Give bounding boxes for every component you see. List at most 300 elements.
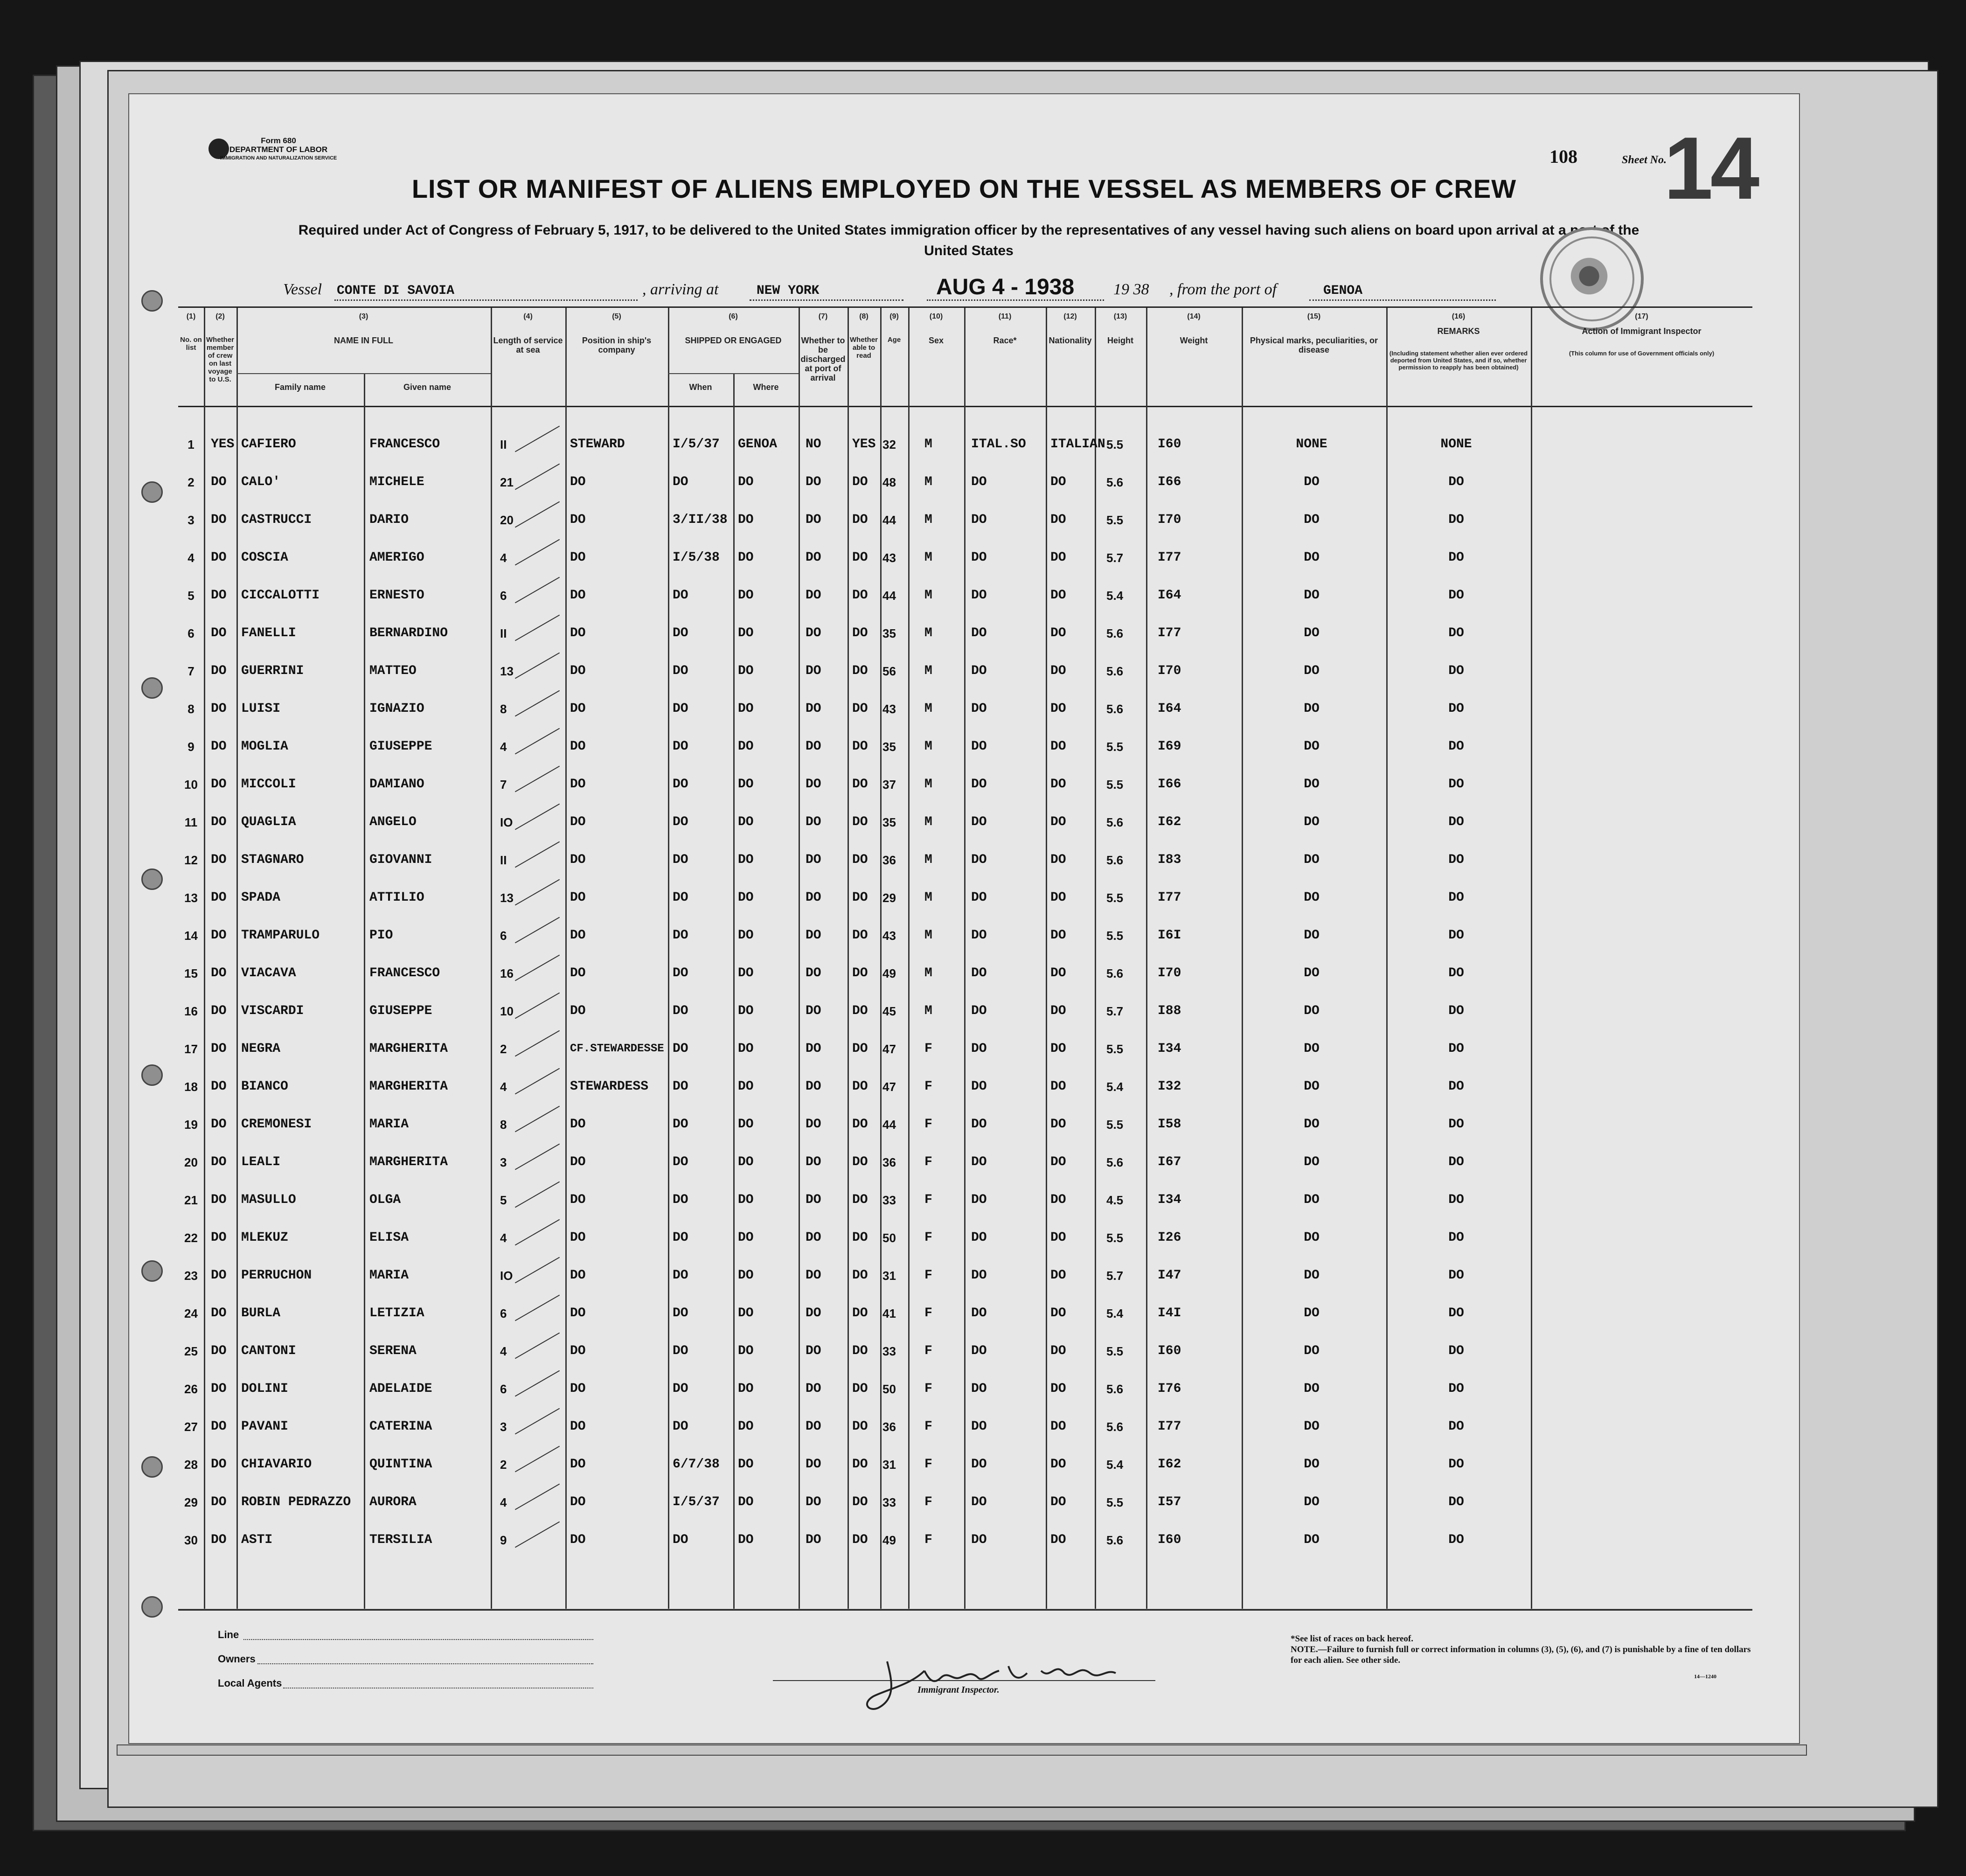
binder-hole [141,1260,163,1282]
physical-marks-cell: DO [1304,928,1320,943]
sex-cell: F [924,1306,932,1320]
can-read-cell: DO [852,1457,868,1472]
height-cell: 5.6 [1106,1155,1124,1169]
family-name-cell: ROBIN PEDRAZZO [241,1495,351,1509]
position-cell: DO [570,966,586,980]
nationality-cell: DO [1050,928,1066,943]
from-label: , from the port of [1169,281,1277,298]
previous-voyage-cell: DO [211,739,227,754]
discharge-cell: DO [806,890,821,905]
height-cell: 5.7 [1106,551,1124,565]
shipped-where-cell: DO [738,777,754,792]
race-cell: DO [971,815,987,829]
sex-cell: M [924,513,932,527]
shipped-when-cell: DO [673,1344,688,1358]
race-cell: DO [971,1193,987,1207]
can-read-cell: DO [852,1079,868,1094]
physical-marks-cell: DO [1304,853,1320,867]
physical-marks-cell: DO [1304,1004,1320,1018]
race-cell: DO [971,777,987,792]
age-cell: 43 [882,702,896,716]
column-header: Length of service at sea [493,336,563,354]
department-name: DEPARTMENT OF LABOR [229,145,328,154]
age-cell: 48 [882,475,896,489]
shipped-when-cell: DO [673,1004,688,1018]
sex-cell: M [924,777,932,792]
column-header: Sex [928,336,944,345]
page-number: 108 [1549,146,1577,167]
height-cell: 5.4 [1106,1306,1124,1320]
column-header: Action of Immigrant Inspector [1582,327,1702,336]
discharge-cell: DO [806,475,821,489]
race-cell: DO [971,966,987,980]
physical-marks-cell: DO [1304,588,1320,603]
row-number: 30 [184,1533,198,1547]
row-number: 12 [184,853,198,867]
column-number: (7) [818,313,828,320]
height-cell: 5.5 [1106,778,1124,792]
race-cell: DO [971,1344,987,1358]
row-number: 7 [188,664,195,678]
age-cell: 44 [882,589,896,603]
remarks-cell: DO [1448,588,1464,603]
can-read-cell: DO [852,1419,868,1434]
shipped-where-cell: DO [738,1230,754,1245]
age-cell: 29 [882,891,896,905]
row-number: 26 [184,1382,198,1396]
footnote [1291,1633,1757,1666]
can-read-cell: DO [852,475,868,489]
nationality-cell: DO [1050,1419,1066,1434]
shipped-when-cell: DO [673,588,688,603]
weight-cell: I6I [1158,928,1181,943]
physical-marks-cell: DO [1304,475,1320,489]
position-cell: DO [570,664,586,678]
discharge-cell: DO [806,966,821,980]
sex-cell: F [924,1419,932,1434]
height-cell: 5.6 [1106,1420,1124,1434]
shipped-when-cell: DO [673,664,688,678]
physical-marks-cell: NONE [1296,437,1327,452]
family-name-cell: CALO' [241,475,281,489]
weight-cell: I77 [1158,1419,1181,1434]
weight-cell: I77 [1158,890,1181,905]
given-name-cell: OLGA [369,1193,401,1207]
row-number: 19 [184,1118,198,1132]
column-header: NAME IN FULL [334,336,393,345]
discharge-cell: DO [806,664,821,678]
discharge-cell: DO [806,1457,821,1472]
column-header: Whether to be discharged at port of arrival [800,336,846,382]
family-name-cell: CASTRUCCI [241,513,312,527]
race-cell: DO [971,513,987,527]
owners-label: Owners [218,1653,256,1665]
shipped-where-cell: DO [738,513,754,527]
nationality-cell: DO [1050,1230,1066,1245]
service-length-cell: 20 [500,513,514,527]
previous-voyage-cell: DO [211,777,227,792]
shipped-where-cell: DO [738,853,754,867]
height-cell: 5.5 [1106,513,1124,527]
row-number: 3 [188,513,195,527]
age-cell: 36 [882,1155,896,1169]
column-header: SHIPPED OR ENGAGED [685,336,782,345]
shipped-where-cell: DO [738,550,754,565]
nationality-cell: DO [1050,1457,1066,1472]
family-name-cell: LUISI [241,702,281,716]
service-length-cell: 3 [500,1420,507,1434]
can-read-cell: DO [852,588,868,603]
physical-marks-cell: DO [1304,777,1320,792]
shipped-where-cell: DO [738,928,754,943]
remarks-cell: DO [1448,626,1464,640]
age-cell: 35 [882,740,896,754]
height-cell: 5.4 [1106,589,1124,603]
physical-marks-cell: DO [1304,890,1320,905]
previous-voyage-cell: DO [211,928,227,943]
physical-marks-cell: DO [1304,1382,1320,1396]
given-name-cell: ERNESTO [369,588,424,603]
vessel-label: Vessel [283,281,322,298]
column-header: REMARKS [1437,327,1480,336]
remarks-cell: DO [1448,1495,1464,1509]
weight-cell: I34 [1158,1193,1181,1207]
given-name-cell: QUINTINA [369,1457,432,1472]
shipped-when-cell: DO [673,890,688,905]
height-cell: 5.6 [1106,853,1124,867]
shipped-when-cell: DO [673,1079,688,1094]
race-cell: DO [971,550,987,565]
discharge-cell: DO [806,626,821,640]
service-length-cell: 8 [500,1118,507,1132]
discharge-cell: DO [806,1117,821,1132]
can-read-cell: DO [852,890,868,905]
nationality-cell: DO [1050,777,1066,792]
given-name-cell: AMERIGO [369,550,424,565]
shipped-where-cell: DO [738,664,754,678]
shipped-when-cell: 3/II/38 [673,513,728,527]
line-label: Line [218,1629,239,1640]
age-cell: 33 [882,1495,896,1509]
previous-voyage-cell: DO [211,890,227,905]
service-name: IMMIGRATION AND NATURALIZATION SERVICE [220,155,337,161]
family-name-cell: CICCALOTTI [241,588,320,603]
position-cell: DO [570,702,586,716]
position-cell: DO [570,1344,586,1358]
service-length-cell: II [500,626,507,640]
form-identifier [204,136,353,163]
column-number: (15) [1307,313,1321,320]
discharge-cell: DO [806,1079,821,1094]
previous-voyage-cell: DO [211,702,227,716]
remarks-cell: DO [1448,1344,1464,1358]
height-cell: 5.5 [1106,1344,1124,1358]
position-cell: DO [570,1117,586,1132]
given-name-cell: LETIZIA [369,1306,424,1320]
column-number: (2) [215,313,225,320]
age-cell: 43 [882,551,896,565]
discharge-cell: DO [806,588,821,603]
sex-cell: M [924,853,932,867]
previous-voyage-cell: DO [211,664,227,678]
binder-hole [141,869,163,890]
given-name-cell: PIO [369,928,393,943]
given-name-cell: GIUSEPPE [369,739,432,754]
given-name-cell: FRANCESCO [369,437,440,452]
sex-cell: M [924,588,932,603]
shipped-where-cell: DO [738,1079,754,1094]
given-name-cell: TERSILIA [369,1533,432,1547]
height-cell: 5.7 [1106,1004,1124,1018]
column-number: (17) [1635,313,1648,320]
column-number: (8) [859,313,868,320]
family-name-cell: DOLINI [241,1382,288,1396]
given-name-cell: GIOVANNI [369,853,432,867]
column-number: (5) [612,313,621,320]
family-name-cell: MOGLIA [241,739,288,754]
penalty-note: NOTE.—Failure to furnish full or correct information in columns (3), (5), (6), and (7) is punishable by a fine of ten dollars for each alien. See other side. [1291,1645,1751,1665]
position-cell: DO [570,588,586,603]
can-read-cell: DO [852,1344,868,1358]
race-cell: DO [971,1306,987,1320]
race-cell: DO [971,1230,987,1245]
can-read-cell: DO [852,777,868,792]
service-length-cell: 7 [500,778,507,792]
previous-voyage-cell: DO [211,815,227,829]
remarks-cell: DO [1448,815,1464,829]
weight-cell: I88 [1158,1004,1181,1018]
remarks-cell: DO [1448,1042,1464,1056]
given-name-cell: MARGHERITA [369,1079,448,1094]
shipped-when-cell: 6/7/38 [673,1457,720,1472]
position-cell: DO [570,1495,586,1509]
age-cell: 35 [882,815,896,829]
nationality-cell: DO [1050,475,1066,489]
shipped-where-cell: DO [738,475,754,489]
weight-cell: I64 [1158,588,1181,603]
family-name-cell: COSCIA [241,550,288,565]
remarks-cell: DO [1448,475,1464,489]
local-agents-label: Local Agents [218,1677,282,1689]
shipped-when-cell: DO [673,777,688,792]
age-cell: 41 [882,1306,896,1320]
physical-marks-cell: DO [1304,513,1320,527]
shipped-when-cell: DO [673,853,688,867]
weight-cell: I62 [1158,815,1181,829]
column-header: No. on list [180,336,202,352]
shipped-where-cell: DO [738,1117,754,1132]
nationality-cell: DO [1050,1344,1066,1358]
family-name-cell: MLEKUZ [241,1230,288,1245]
nationality-cell: DO [1050,664,1066,678]
sex-cell: F [924,1155,932,1169]
shipped-when-cell: DO [673,815,688,829]
family-name-cell: CREMONESI [241,1117,312,1132]
row-number: 10 [184,778,198,792]
shipped-when-cell: DO [673,1382,688,1396]
position-cell: STEWARDESS [570,1079,649,1094]
height-cell: 5.6 [1106,1382,1124,1396]
sex-cell: M [924,966,932,980]
family-name-cell: NEGRA [241,1042,281,1056]
height-cell: 5.6 [1106,815,1124,829]
previous-voyage-cell: DO [211,1306,227,1320]
service-length-cell: 16 [500,966,514,980]
service-length-cell: 13 [500,664,514,678]
column-number: (12) [1063,313,1077,320]
previous-voyage-cell: DO [211,1495,227,1509]
service-length-cell: 13 [500,891,514,905]
column-header: Nationality [1049,336,1092,345]
weight-cell: I83 [1158,853,1181,867]
sex-cell: M [924,890,932,905]
age-cell: 56 [882,664,896,678]
shipped-where-cell: DO [738,1495,754,1509]
nationality-cell: DO [1050,739,1066,754]
discharge-cell: DO [806,1344,821,1358]
age-cell: 36 [882,1420,896,1434]
binder-hole [141,1456,163,1478]
sex-cell: F [924,1495,932,1509]
race-cell: DO [971,739,987,754]
shipped-where-cell: DO [738,1457,754,1472]
sex-cell: M [924,437,932,452]
row-number: 16 [184,1004,198,1018]
binder-hole [141,290,163,312]
can-read-cell: DO [852,1533,868,1547]
age-cell: 50 [882,1382,896,1396]
position-cell: DO [570,853,586,867]
position-cell: DO [570,1533,586,1547]
physical-marks-cell: DO [1304,1419,1320,1434]
column-number: (14) [1187,313,1201,320]
can-read-cell: DO [852,1495,868,1509]
family-name-cell: MICCOLI [241,777,296,792]
previous-voyage-cell: DO [211,475,227,489]
sex-cell: M [924,702,932,716]
can-read-cell: DO [852,1382,868,1396]
race-cell: ITAL.SO [971,437,1026,452]
race-cell: DO [971,1268,987,1283]
nationality-cell: DO [1050,1268,1066,1283]
age-cell: 49 [882,966,896,980]
discharge-cell: DO [806,777,821,792]
weight-cell: I70 [1158,966,1181,980]
previous-voyage-cell: DO [211,626,227,640]
discharge-cell: DO [806,1155,821,1169]
physical-marks-cell: DO [1304,739,1320,754]
service-length-cell: 3 [500,1155,507,1169]
family-name-cell: FANELLI [241,626,296,640]
shipped-when-cell: DO [673,1419,688,1434]
column-number: (16) [1452,313,1466,320]
row-number: 5 [188,589,195,603]
physical-marks-cell: DO [1304,1230,1320,1245]
shipped-where-cell: DO [738,1155,754,1169]
age-cell: 49 [882,1533,896,1547]
sex-cell: F [924,1344,932,1358]
race-cell: DO [971,1155,987,1169]
column-header-note: (This column for use of Government officials only) [1569,350,1715,357]
height-cell: 5.6 [1106,702,1124,716]
races-note: *See list of races on back hereof. [1291,1634,1413,1644]
form-number: Form 680 [261,136,296,145]
physical-marks-cell: DO [1304,1306,1320,1320]
physical-marks-cell: DO [1304,966,1320,980]
discharge-cell: DO [806,1042,821,1056]
sex-cell: F [924,1457,932,1472]
row-number: 18 [184,1080,198,1094]
remarks-cell: DO [1448,1382,1464,1396]
family-name-cell: CHIAVARIO [241,1457,312,1472]
nationality-cell: DO [1050,1495,1066,1509]
shipped-when-cell: DO [673,928,688,943]
given-name-cell: ADELAIDE [369,1382,432,1396]
shipped-when-cell: DO [673,1117,688,1132]
family-name-cell: TRAMPARULO [241,928,320,943]
previous-voyage-cell: DO [211,550,227,565]
position-cell: DO [570,815,586,829]
given-name-cell: MATTEO [369,664,417,678]
shipped-where-cell: DO [738,1004,754,1018]
row-number: 21 [184,1193,198,1207]
sex-cell: F [924,1042,932,1056]
nationality-cell: DO [1050,853,1066,867]
physical-marks-cell: DO [1304,626,1320,640]
discharge-cell: DO [806,1533,821,1547]
service-length-cell: 2 [500,1458,507,1472]
row-number: 1 [188,438,195,452]
previous-voyage-cell: DO [211,1268,227,1283]
row-number: 4 [188,551,195,565]
service-length-cell: 4 [500,551,507,565]
column-number: (9) [889,313,899,320]
shipped-where-cell: DO [738,702,754,716]
shipped-where-cell: DO [738,890,754,905]
weight-cell: I60 [1158,1344,1181,1358]
physical-marks-cell: DO [1304,815,1320,829]
position-cell: DO [570,1004,586,1018]
race-cell: DO [971,702,987,716]
weight-cell: I69 [1158,739,1181,754]
shipped-where-cell: DO [738,1419,754,1434]
column-header: Height [1107,336,1133,345]
binder-hole [141,481,163,503]
nationality-cell: DO [1050,1004,1066,1018]
column-header: Race* [993,336,1017,345]
position-cell: DO [570,513,586,527]
nationality-cell: DO [1050,1382,1066,1396]
inspector-signature [859,1652,1130,1713]
can-read-cell: DO [852,1306,868,1320]
remarks-cell: DO [1448,890,1464,905]
service-length-cell: IO [500,815,513,829]
discharge-cell: DO [806,1230,821,1245]
service-length-cell: 4 [500,1495,507,1509]
weight-cell: I58 [1158,1117,1181,1132]
given-name-cell: CATERINA [369,1419,432,1434]
previous-voyage-cell: YES [211,437,235,452]
service-length-cell: 6 [500,1306,507,1320]
given-name-cell: GIUSEPPE [369,1004,432,1018]
shipped-where-cell: DO [738,1042,754,1056]
shipped-when-cell: DO [673,966,688,980]
previous-voyage-cell: DO [211,1533,227,1547]
position-cell: DO [570,777,586,792]
weight-cell: I66 [1158,475,1181,489]
discharge-cell: DO [806,1268,821,1283]
can-read-cell: DO [852,626,868,640]
